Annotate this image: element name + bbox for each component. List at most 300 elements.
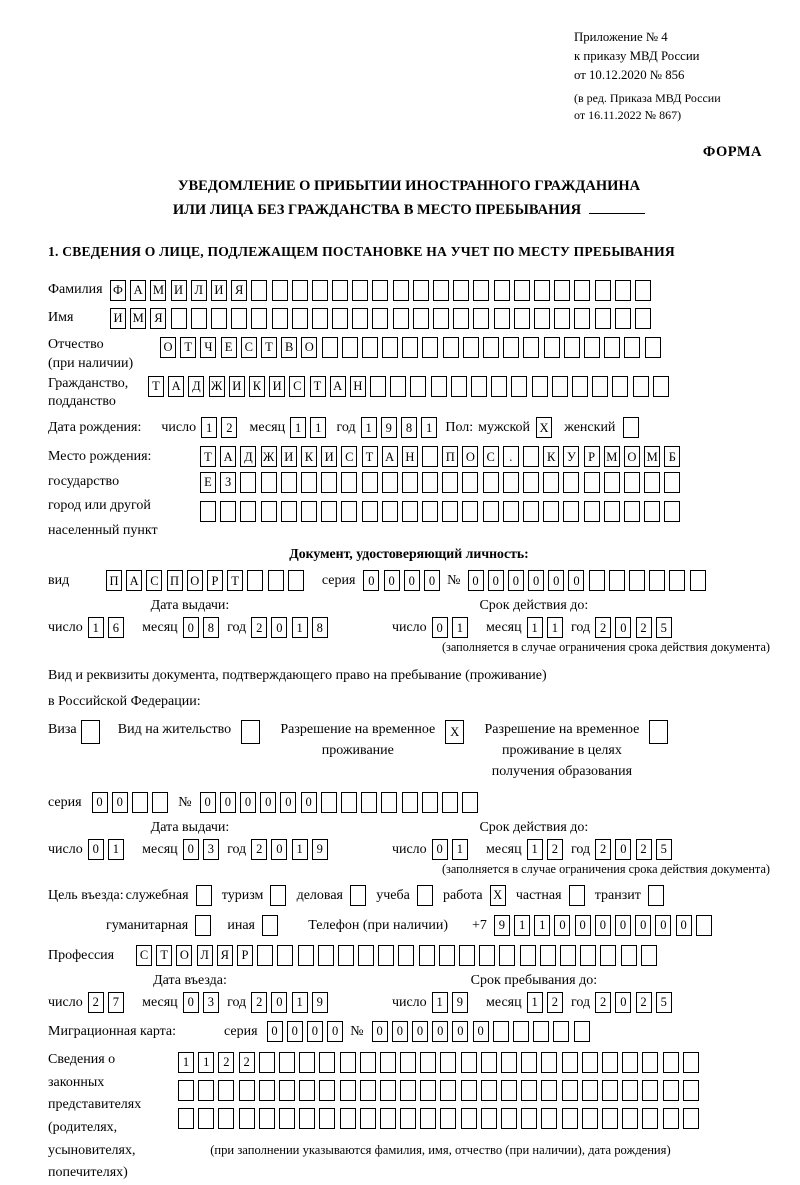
form-cell[interactable]: У <box>563 446 579 467</box>
form-cell[interactable] <box>322 337 338 358</box>
form-cell[interactable]: 0 <box>183 992 199 1013</box>
form-cell[interactable]: 0 <box>183 617 199 638</box>
form-cell[interactable] <box>362 501 378 522</box>
form-cell[interactable] <box>382 472 398 493</box>
form-cell[interactable]: 1 <box>421 417 437 438</box>
form-cell[interactable] <box>402 501 418 522</box>
form-cell[interactable] <box>644 472 660 493</box>
form-cell[interactable] <box>564 337 580 358</box>
form-cell[interactable] <box>481 1052 497 1073</box>
form-cell[interactable] <box>635 308 651 329</box>
form-cell[interactable]: 0 <box>384 570 400 591</box>
form-cell[interactable] <box>433 308 449 329</box>
form-cell[interactable] <box>301 472 317 493</box>
form-cell[interactable] <box>563 501 579 522</box>
form-cell[interactable]: М <box>130 308 146 329</box>
form-cell[interactable]: 2 <box>88 992 104 1013</box>
form-cell[interactable] <box>279 1108 295 1129</box>
form-cell[interactable]: 0 <box>183 839 199 860</box>
form-cell[interactable] <box>491 376 507 397</box>
form-cell[interactable]: О <box>301 337 317 358</box>
form-cell[interactable]: Т <box>227 570 243 591</box>
form-cell[interactable] <box>288 570 304 591</box>
form-cell[interactable]: Т <box>362 446 378 467</box>
form-cell[interactable]: 1 <box>292 617 308 638</box>
form-cell[interactable]: 8 <box>203 617 219 638</box>
form-cell[interactable] <box>562 1052 578 1073</box>
form-cell[interactable]: И <box>229 376 245 397</box>
form-cell[interactable] <box>362 472 378 493</box>
form-cell[interactable] <box>483 472 499 493</box>
form-cell[interactable] <box>461 1080 477 1101</box>
form-cell[interactable] <box>541 1080 557 1101</box>
form-cell[interactable]: К <box>543 446 559 467</box>
form-cell[interactable]: И <box>110 308 126 329</box>
form-cell[interactable] <box>292 280 308 301</box>
form-cell[interactable] <box>523 501 539 522</box>
form-cell[interactable] <box>642 1052 658 1073</box>
form-cell[interactable]: 0 <box>595 915 611 936</box>
form-cell[interactable] <box>641 945 657 966</box>
form-cell[interactable] <box>483 501 499 522</box>
form-cell[interactable] <box>532 376 548 397</box>
form-cell[interactable] <box>523 446 539 467</box>
form-cell[interactable] <box>442 792 458 813</box>
form-cell[interactable] <box>622 1052 638 1073</box>
form-cell[interactable] <box>360 1108 376 1129</box>
form-cell[interactable]: 0 <box>655 915 671 936</box>
form-cell[interactable]: 9 <box>312 992 328 1013</box>
form-cell[interactable]: 0 <box>392 1021 408 1042</box>
form-cell[interactable] <box>340 1080 356 1101</box>
form-cell[interactable]: Н <box>402 446 418 467</box>
form-cell[interactable]: 0 <box>615 915 631 936</box>
form-cell[interactable] <box>338 945 354 966</box>
form-cell[interactable] <box>361 792 377 813</box>
form-cell[interactable]: 0 <box>240 792 256 813</box>
form-cell[interactable] <box>259 1052 275 1073</box>
form-cell[interactable] <box>332 308 348 329</box>
form-cell[interactable]: А <box>382 446 398 467</box>
form-cell[interactable]: 2 <box>595 839 611 860</box>
form-cell[interactable]: 2 <box>251 617 267 638</box>
form-cell[interactable] <box>483 337 499 358</box>
form-cell[interactable]: М <box>150 280 166 301</box>
form-cell[interactable] <box>211 308 227 329</box>
form-cell[interactable] <box>360 1052 376 1073</box>
form-cell[interactable]: 0 <box>473 1021 489 1042</box>
form-cell[interactable]: 5 <box>656 617 672 638</box>
form-cell[interactable] <box>574 1021 590 1042</box>
form-cell[interactable] <box>589 570 605 591</box>
form-cell[interactable] <box>572 376 588 397</box>
form-cell[interactable]: С <box>241 337 257 358</box>
form-cell[interactable]: Я <box>217 945 233 966</box>
form-cell[interactable]: Л <box>197 945 213 966</box>
form-cell[interactable] <box>281 472 297 493</box>
form-cell[interactable] <box>541 1052 557 1073</box>
form-cell[interactable]: 0 <box>548 570 564 591</box>
form-cell[interactable] <box>645 337 661 358</box>
form-cell[interactable]: 2 <box>595 992 611 1013</box>
form-cell[interactable] <box>402 792 418 813</box>
form-cell[interactable] <box>390 376 406 397</box>
form-cell[interactable] <box>552 376 568 397</box>
form-cell[interactable]: Е <box>221 337 237 358</box>
form-cell[interactable] <box>440 1052 456 1073</box>
form-cell[interactable] <box>615 308 631 329</box>
form-cell[interactable] <box>218 1108 234 1129</box>
form-cell[interactable] <box>171 308 187 329</box>
form-cell[interactable] <box>459 945 475 966</box>
form-cell[interactable]: 0 <box>432 1021 448 1042</box>
form-cell[interactable]: 0 <box>92 792 108 813</box>
form-cell[interactable] <box>270 885 286 906</box>
form-cell[interactable] <box>272 280 288 301</box>
form-cell[interactable] <box>622 1080 638 1101</box>
form-cell[interactable] <box>514 280 530 301</box>
form-cell[interactable] <box>520 945 536 966</box>
form-cell[interactable] <box>400 1052 416 1073</box>
form-cell[interactable]: 1 <box>310 417 326 438</box>
form-cell[interactable]: О <box>176 945 192 966</box>
form-cell[interactable] <box>683 1080 699 1101</box>
form-cell[interactable] <box>624 501 640 522</box>
form-cell[interactable]: А <box>126 570 142 591</box>
form-cell[interactable] <box>621 945 637 966</box>
form-cell[interactable]: 0 <box>575 915 591 936</box>
form-cell[interactable] <box>382 501 398 522</box>
form-cell[interactable]: 2 <box>218 1052 234 1073</box>
form-cell[interactable] <box>417 885 433 906</box>
form-cell[interactable]: 0 <box>372 1021 388 1042</box>
form-cell[interactable]: С <box>136 945 152 966</box>
form-cell[interactable] <box>624 337 640 358</box>
form-cell[interactable]: Б <box>664 446 680 467</box>
form-cell[interactable] <box>380 1080 396 1101</box>
form-cell[interactable]: Ф <box>110 280 126 301</box>
form-cell[interactable]: 2 <box>251 992 267 1013</box>
form-cell[interactable]: 2 <box>547 839 563 860</box>
form-cell[interactable]: 0 <box>112 792 128 813</box>
form-cell[interactable]: П <box>442 446 458 467</box>
form-cell[interactable] <box>574 308 590 329</box>
form-cell[interactable]: Ж <box>261 446 277 467</box>
form-cell[interactable] <box>400 1108 416 1129</box>
form-cell[interactable] <box>604 337 620 358</box>
form-cell[interactable] <box>642 1108 658 1129</box>
form-cell[interactable]: 9 <box>381 417 397 438</box>
form-cell[interactable] <box>629 570 645 591</box>
form-cell[interactable] <box>352 308 368 329</box>
form-cell[interactable]: 0 <box>635 915 651 936</box>
form-cell[interactable]: 0 <box>424 570 440 591</box>
form-cell[interactable]: К <box>249 376 265 397</box>
form-cell[interactable] <box>633 376 649 397</box>
form-cell[interactable] <box>422 446 438 467</box>
form-cell[interactable]: X <box>490 885 506 906</box>
form-cell[interactable]: М <box>644 446 660 467</box>
form-cell[interactable]: 9 <box>312 839 328 860</box>
form-cell[interactable] <box>494 280 510 301</box>
form-cell[interactable] <box>602 1108 618 1129</box>
form-cell[interactable]: Ч <box>200 337 216 358</box>
form-cell[interactable] <box>198 1080 214 1101</box>
form-cell[interactable] <box>370 376 386 397</box>
form-cell[interactable]: 0 <box>88 839 104 860</box>
form-cell[interactable] <box>622 1108 638 1129</box>
form-cell[interactable] <box>554 280 570 301</box>
form-cell[interactable] <box>543 501 559 522</box>
form-cell[interactable]: . <box>503 446 519 467</box>
form-cell[interactable] <box>521 1080 537 1101</box>
form-cell[interactable]: А <box>168 376 184 397</box>
form-cell[interactable]: 0 <box>676 915 692 936</box>
form-cell[interactable] <box>398 945 414 966</box>
form-cell[interactable] <box>462 501 478 522</box>
form-cell[interactable] <box>372 308 388 329</box>
form-cell[interactable] <box>602 1080 618 1101</box>
form-cell[interactable] <box>462 792 478 813</box>
form-cell[interactable]: 1 <box>534 915 550 936</box>
form-cell[interactable] <box>299 1052 315 1073</box>
form-cell[interactable] <box>277 945 293 966</box>
form-cell[interactable] <box>241 720 260 744</box>
form-cell[interactable] <box>422 472 438 493</box>
form-cell[interactable] <box>462 472 478 493</box>
form-cell[interactable]: 2 <box>595 617 611 638</box>
form-cell[interactable]: 1 <box>361 417 377 438</box>
form-cell[interactable] <box>200 501 216 522</box>
form-cell[interactable] <box>360 1080 376 1101</box>
form-cell[interactable] <box>663 1108 679 1129</box>
form-cell[interactable]: 1 <box>527 839 543 860</box>
form-cell[interactable]: 8 <box>401 417 417 438</box>
form-cell[interactable] <box>562 1108 578 1129</box>
form-cell[interactable]: 1 <box>178 1052 194 1073</box>
form-cell[interactable] <box>420 1080 436 1101</box>
form-cell[interactable]: 6 <box>108 617 124 638</box>
form-cell[interactable] <box>152 792 168 813</box>
form-cell[interactable] <box>602 1052 618 1073</box>
form-cell[interactable] <box>341 501 357 522</box>
form-cell[interactable] <box>413 308 429 329</box>
form-cell[interactable] <box>574 280 590 301</box>
form-cell[interactable] <box>378 945 394 966</box>
form-cell[interactable] <box>669 570 685 591</box>
form-cell[interactable] <box>584 337 600 358</box>
form-cell[interactable] <box>279 1052 295 1073</box>
form-cell[interactable] <box>653 376 669 397</box>
form-cell[interactable]: 1 <box>452 839 468 860</box>
form-cell[interactable]: Т <box>261 337 277 358</box>
form-cell[interactable]: Я <box>150 308 166 329</box>
form-cell[interactable] <box>251 308 267 329</box>
form-cell[interactable]: 2 <box>636 617 652 638</box>
form-cell[interactable] <box>604 472 620 493</box>
form-cell[interactable]: 1 <box>201 417 217 438</box>
form-cell[interactable]: Д <box>240 446 256 467</box>
form-cell[interactable]: Р <box>584 446 600 467</box>
form-cell[interactable]: О <box>160 337 176 358</box>
form-cell[interactable]: Р <box>207 570 223 591</box>
form-cell[interactable] <box>318 945 334 966</box>
form-cell[interactable]: Р <box>237 945 253 966</box>
form-cell[interactable] <box>413 280 429 301</box>
form-cell[interactable] <box>595 280 611 301</box>
form-cell[interactable] <box>420 1108 436 1129</box>
form-cell[interactable]: 2 <box>636 839 652 860</box>
form-cell[interactable]: 0 <box>271 839 287 860</box>
form-cell[interactable] <box>521 1108 537 1129</box>
form-cell[interactable] <box>419 945 435 966</box>
form-cell[interactable] <box>262 915 278 936</box>
form-cell[interactable]: 1 <box>452 617 468 638</box>
form-cell[interactable]: Н <box>350 376 366 397</box>
form-cell[interactable] <box>400 1080 416 1101</box>
form-cell[interactable]: 0 <box>528 570 544 591</box>
form-cell[interactable] <box>503 472 519 493</box>
form-cell[interactable]: 5 <box>656 839 672 860</box>
form-cell[interactable] <box>352 280 368 301</box>
form-cell[interactable] <box>690 570 706 591</box>
form-cell[interactable] <box>683 1108 699 1129</box>
form-cell[interactable] <box>663 1052 679 1073</box>
form-cell[interactable] <box>301 501 317 522</box>
form-cell[interactable] <box>218 1080 234 1101</box>
form-cell[interactable] <box>321 472 337 493</box>
form-cell[interactable]: 0 <box>307 1021 323 1042</box>
form-cell[interactable] <box>544 337 560 358</box>
form-cell[interactable]: 3 <box>203 992 219 1013</box>
form-cell[interactable] <box>319 1080 335 1101</box>
form-cell[interactable] <box>604 501 620 522</box>
form-cell[interactable]: Я <box>231 280 247 301</box>
form-cell[interactable] <box>494 308 510 329</box>
form-cell[interactable] <box>554 308 570 329</box>
form-cell[interactable] <box>649 720 668 744</box>
form-cell[interactable] <box>623 417 639 438</box>
form-cell[interactable]: 2 <box>251 839 267 860</box>
form-cell[interactable] <box>132 792 148 813</box>
form-cell[interactable] <box>582 1052 598 1073</box>
form-cell[interactable]: 0 <box>220 792 236 813</box>
form-cell[interactable] <box>431 376 447 397</box>
form-cell[interactable] <box>292 308 308 329</box>
form-cell[interactable] <box>220 501 236 522</box>
form-cell[interactable] <box>569 885 585 906</box>
form-cell[interactable] <box>240 472 256 493</box>
form-cell[interactable] <box>560 945 576 966</box>
form-cell[interactable]: 1 <box>292 839 308 860</box>
form-cell[interactable] <box>501 1080 517 1101</box>
form-cell[interactable]: 3 <box>203 839 219 860</box>
form-cell[interactable]: 2 <box>239 1052 255 1073</box>
form-cell[interactable] <box>299 1108 315 1129</box>
form-cell[interactable] <box>499 945 515 966</box>
form-cell[interactable]: 0 <box>287 1021 303 1042</box>
form-cell[interactable] <box>592 376 608 397</box>
form-cell[interactable]: 0 <box>432 617 448 638</box>
form-cell[interactable]: С <box>289 376 305 397</box>
form-cell[interactable] <box>582 1080 598 1101</box>
form-cell[interactable]: И <box>171 280 187 301</box>
form-cell[interactable] <box>534 308 550 329</box>
form-cell[interactable]: А <box>220 446 236 467</box>
form-cell[interactable]: М <box>604 446 620 467</box>
form-cell[interactable] <box>649 570 665 591</box>
form-cell[interactable] <box>501 1108 517 1129</box>
form-cell[interactable] <box>402 472 418 493</box>
form-cell[interactable] <box>259 1108 275 1129</box>
form-cell[interactable] <box>479 945 495 966</box>
form-cell[interactable]: 1 <box>292 992 308 1013</box>
form-cell[interactable] <box>534 280 550 301</box>
form-cell[interactable] <box>503 337 519 358</box>
form-cell[interactable] <box>582 1108 598 1129</box>
form-cell[interactable] <box>298 945 314 966</box>
form-cell[interactable] <box>541 1108 557 1129</box>
form-cell[interactable] <box>453 308 469 329</box>
form-cell[interactable] <box>612 376 628 397</box>
form-cell[interactable]: И <box>281 446 297 467</box>
form-cell[interactable]: 9 <box>494 915 510 936</box>
form-cell[interactable]: 0 <box>280 792 296 813</box>
form-cell[interactable] <box>481 1080 497 1101</box>
form-cell[interactable]: П <box>167 570 183 591</box>
form-cell[interactable]: 1 <box>88 617 104 638</box>
form-cell[interactable] <box>635 280 651 301</box>
form-cell[interactable]: 0 <box>488 570 504 591</box>
form-cell[interactable] <box>471 376 487 397</box>
form-cell[interactable] <box>624 472 640 493</box>
form-cell[interactable]: 5 <box>656 992 672 1013</box>
form-cell[interactable] <box>393 308 409 329</box>
form-cell[interactable] <box>473 308 489 329</box>
form-cell[interactable] <box>381 792 397 813</box>
form-cell[interactable]: В <box>281 337 297 358</box>
form-cell[interactable] <box>696 915 712 936</box>
form-cell[interactable] <box>664 472 680 493</box>
form-cell[interactable] <box>380 1052 396 1073</box>
form-cell[interactable]: 0 <box>508 570 524 591</box>
form-cell[interactable]: Е <box>200 472 216 493</box>
form-cell[interactable] <box>321 792 337 813</box>
form-cell[interactable]: 0 <box>267 1021 283 1042</box>
form-cell[interactable]: С <box>341 446 357 467</box>
form-cell[interactable] <box>332 280 348 301</box>
form-cell[interactable] <box>247 570 263 591</box>
form-cell[interactable] <box>663 1080 679 1101</box>
form-cell[interactable]: 0 <box>468 570 484 591</box>
form-cell[interactable]: 1 <box>547 617 563 638</box>
form-cell[interactable] <box>461 1052 477 1073</box>
form-cell[interactable]: 2 <box>636 992 652 1013</box>
form-cell[interactable] <box>198 1108 214 1129</box>
form-cell[interactable]: Т <box>148 376 164 397</box>
form-cell[interactable] <box>178 1080 194 1101</box>
form-cell[interactable] <box>362 337 378 358</box>
form-cell[interactable]: 0 <box>412 1021 428 1042</box>
form-cell[interactable] <box>259 1080 275 1101</box>
form-cell[interactable] <box>312 308 328 329</box>
form-cell[interactable]: П <box>106 570 122 591</box>
form-cell[interactable]: 1 <box>432 992 448 1013</box>
form-cell[interactable] <box>439 945 455 966</box>
form-cell[interactable] <box>540 945 556 966</box>
form-cell[interactable] <box>341 472 357 493</box>
form-cell[interactable] <box>440 1080 456 1101</box>
